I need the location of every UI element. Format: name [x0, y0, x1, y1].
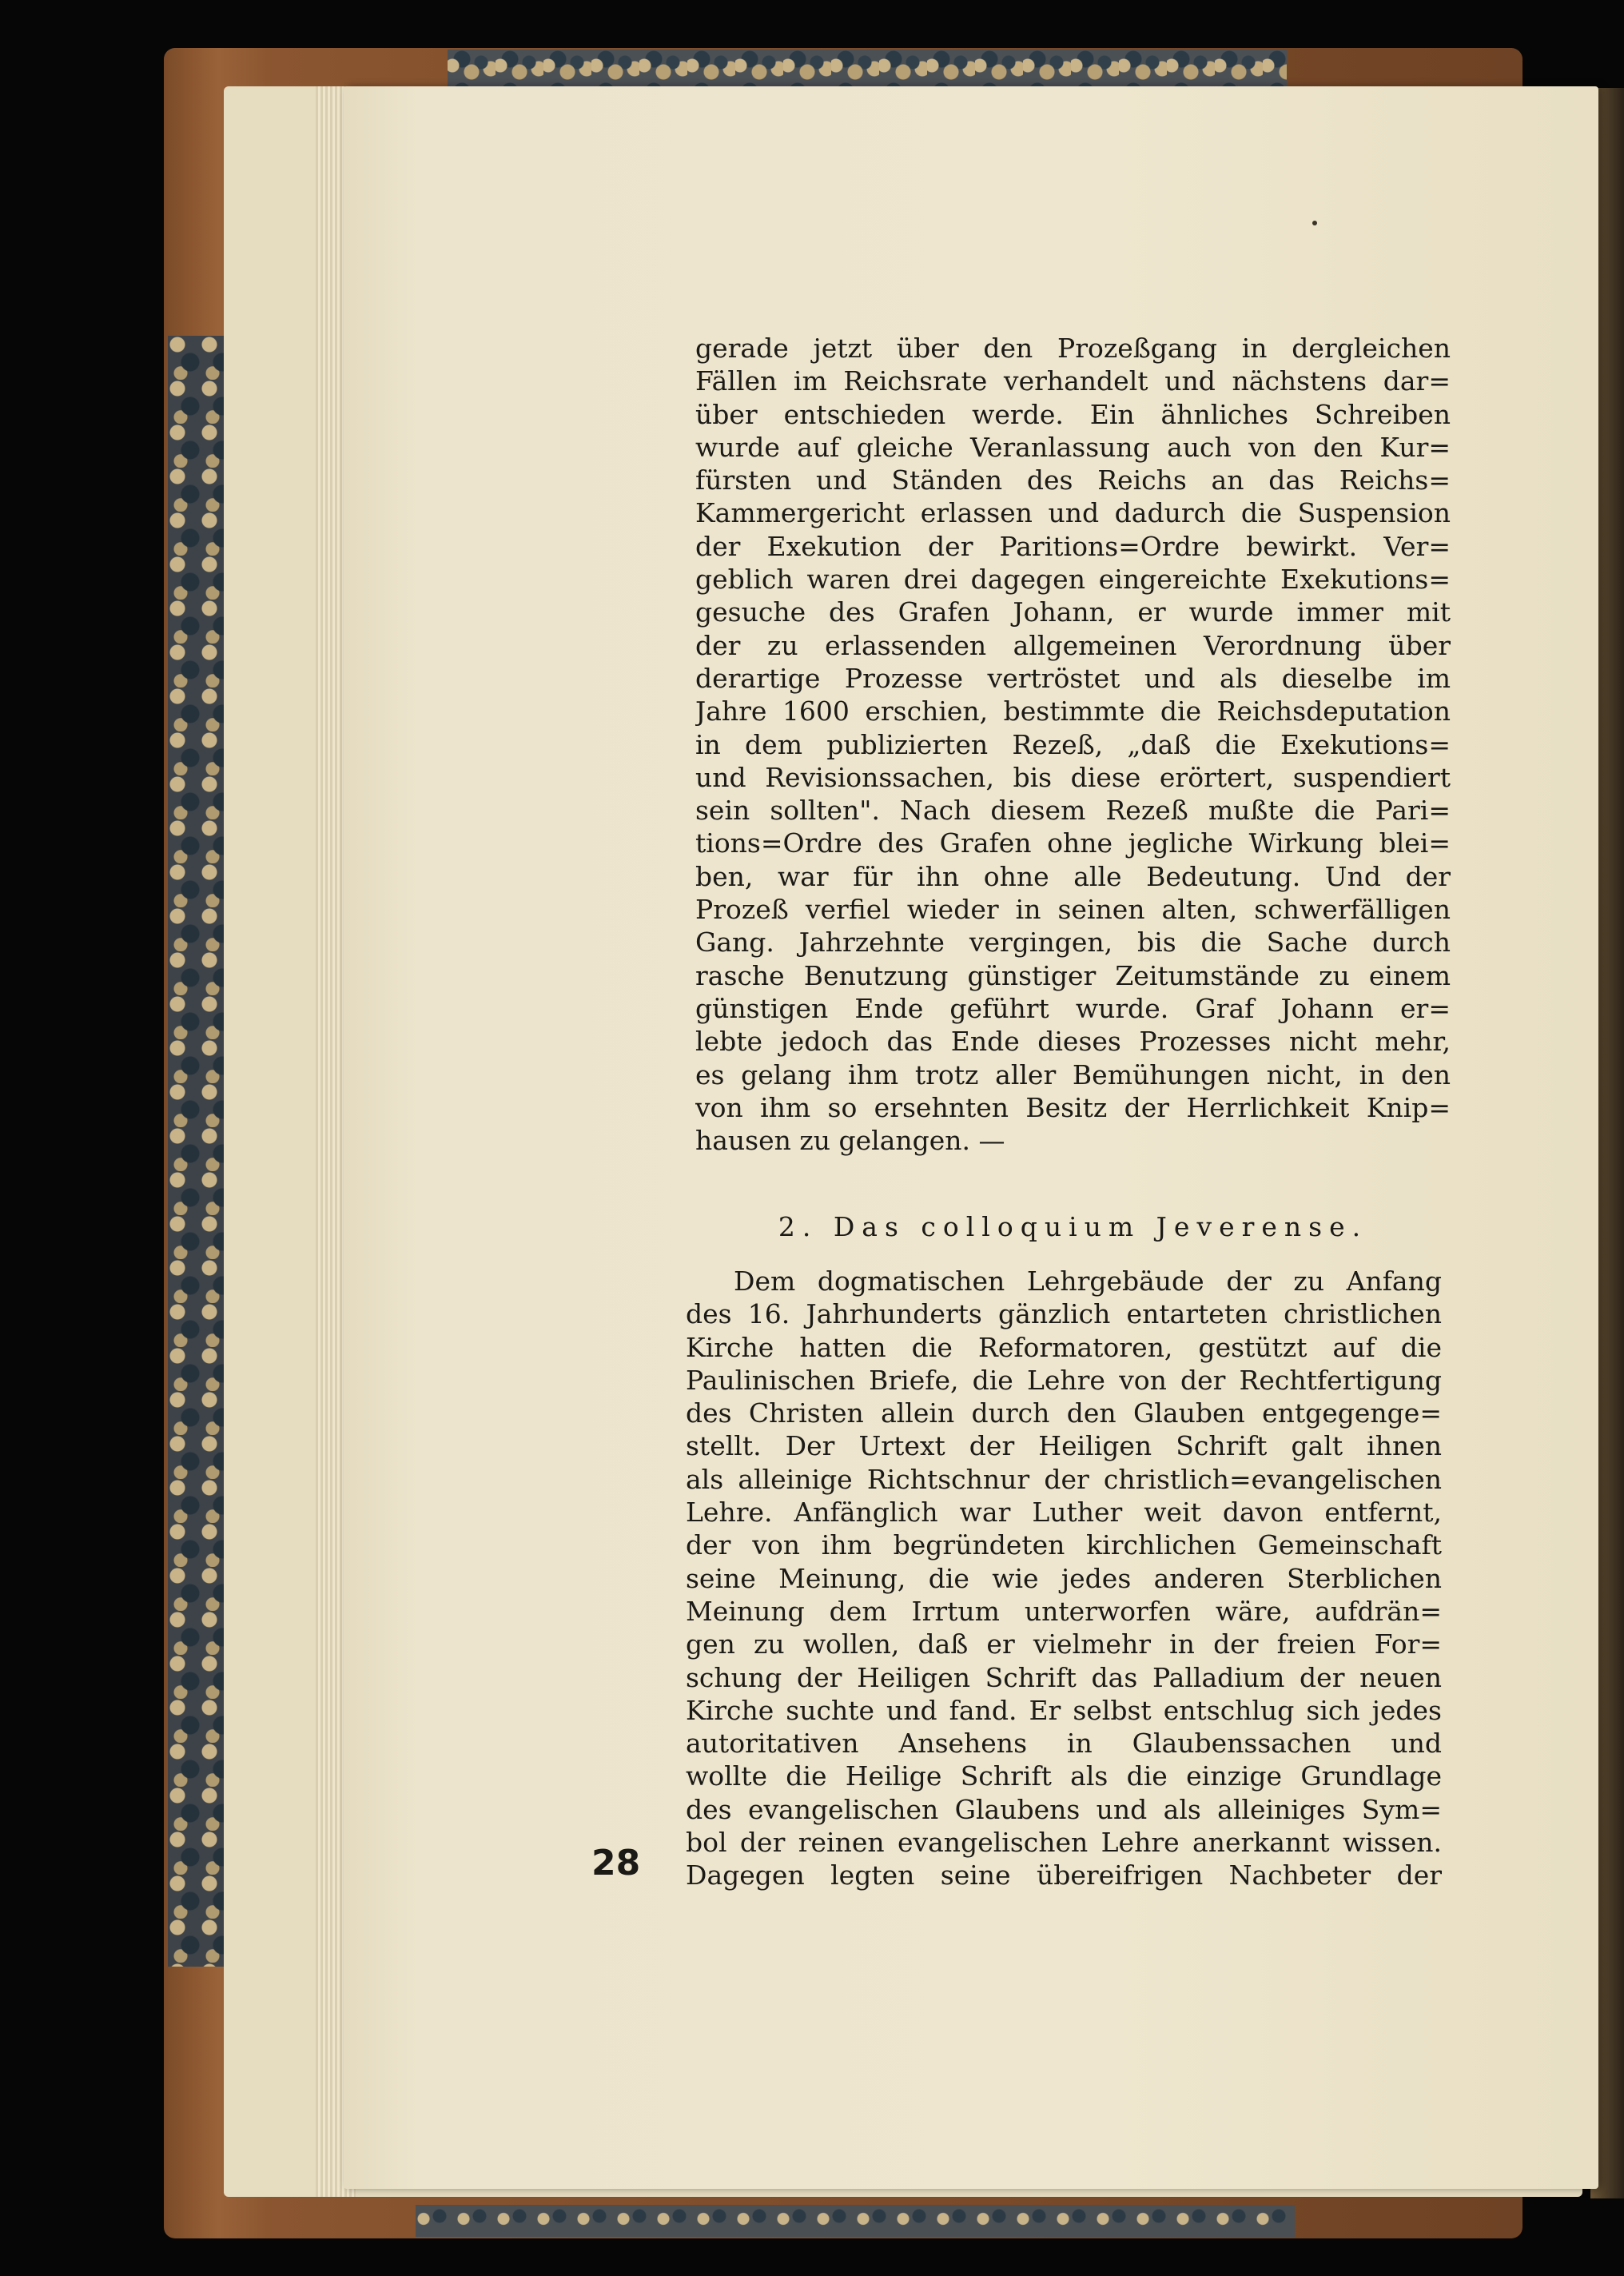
text-line: fürsten und Ständen des Reichs an das Reichs=	[695, 464, 1451, 496]
text-line: tions=Ordre des Grafen ohne jegliche Wirkung blei=	[695, 827, 1451, 859]
text-line: ben, war für ihn ohne alle Bedeutung. Und der	[695, 860, 1451, 892]
text-line: und Revisionssachen, bis diese erörtert, suspendiert	[695, 761, 1451, 793]
paragraph-1	[695, 332, 1451, 1157]
marbled-edge-left	[168, 336, 224, 1967]
text-line: Meinung dem Irrtum unterworfen wäre, aufdrän=	[686, 1595, 1442, 1627]
text-line: Kirche suchte und fand. Er selbst entschlug sich jedes	[686, 1694, 1442, 1726]
text-line: Kirche hatten die Reformatoren, gestützt auf die	[686, 1331, 1442, 1363]
text-line: lebte jedoch das Ende dieses Prozesses nicht mehr,	[695, 1026, 1451, 1058]
text-line: gerade jetzt über den Prozeßgang in dergleichen	[695, 333, 1451, 364]
page-number: 28	[591, 1843, 641, 1883]
text-line: in dem publizierten Rezeß, „daß die Exekutions=	[695, 728, 1451, 760]
text-line: der Exekution der Paritions=Ordre bewirkt. Ver=	[695, 530, 1451, 562]
text-line: wurde auf gleiche Veranlassung auch von den Kur=	[695, 431, 1451, 463]
text-line: Dem dogmatischen Lehrgebäude der zu Anfang	[734, 1266, 1442, 1297]
marbled-edge-bottom	[416, 2205, 1295, 2237]
text-line: als alleinige Richtschnur der christlich=evangelischen	[686, 1463, 1442, 1495]
text-line: des Christen allein durch den Glauben entgegenge=	[686, 1397, 1442, 1429]
text-line: rasche Benutzung günstiger Zeitumstände zu einem	[695, 959, 1451, 991]
text-line: hausen zu gelangen. —	[695, 1125, 1005, 1157]
text-line: Prozeß verfiel wieder in seinen alten, schwerfälligen	[695, 894, 1451, 926]
text-line: seine Meinung, die wie jedes anderen Sterblichen	[686, 1562, 1442, 1594]
text-line: von ihm so ersehnten Besitz der Herrlichkeit Knip=	[695, 1091, 1451, 1123]
text-line: geblich waren drei dagegen eingereichte Exekutions=	[695, 564, 1451, 596]
text-line: sein sollten". Nach diesem Rezeß mußte die Pari=	[695, 795, 1451, 827]
text-line: Jahre 1600 erschien, bestimmte die Reichsdeputation	[695, 696, 1451, 727]
text-line: Kammergericht erlassen und dadurch die Suspension	[695, 497, 1451, 529]
text-line: des 16. Jahrhunderts gänzlich entarteten christlichen	[686, 1298, 1442, 1330]
text-line: des evangelischen Glaubens und als alleiniges Sym=	[686, 1793, 1442, 1825]
text-line: der von ihm begründeten kirchlichen Gemeinschaft	[686, 1529, 1442, 1561]
text-line: Lehre. Anfänglich war Luther weit davon entfernt,	[686, 1497, 1442, 1529]
text-line: gesuche des Grafen Johann, er wurde immer mit	[695, 596, 1451, 628]
text-line: gen zu wollen, daß er vielmehr in der freien For=	[686, 1628, 1442, 1660]
text-line: über entschieden werde. Ein ähnliches Schreiben	[695, 398, 1451, 430]
text-line: derartige Prozesse vertröstet und als dieselbe im	[695, 662, 1451, 694]
text-line: Fällen im Reichsrate verhandelt und nächstens dar=	[695, 365, 1451, 397]
text-line: autoritativen Ansehens in Glaubenssachen und	[686, 1728, 1442, 1760]
section-heading: 2. Das colloquium Jeverense.	[778, 1211, 1368, 1242]
text-line: Gang. Jahrzehnte vergingen, bis die Sache durch	[695, 927, 1451, 959]
text-line: Dagegen legten seine übereifrigen Nachbeter der	[686, 1859, 1442, 1891]
text-line: der zu erlassenden allgemeinen Verordnung über	[695, 629, 1451, 661]
text-line: bol der reinen evangelischen Lehre anerkannt wissen.	[686, 1827, 1442, 1859]
paragraph-2	[686, 1265, 1442, 1892]
text-line: wollte die Heilige Schrift als die einzige Grundlage	[686, 1760, 1442, 1792]
text-line: günstigen Ende geführt wurde. Graf Johann er=	[695, 992, 1451, 1024]
paper-speck	[1312, 221, 1317, 225]
text-line: es gelang ihm trotz aller Bemühungen nicht, in den	[695, 1058, 1451, 1090]
text-line: schung der Heiligen Schrift das Palladium der neuen	[686, 1661, 1442, 1693]
text-line: stellt. Der Urtext der Heiligen Schrift galt ihnen	[686, 1430, 1442, 1462]
text-line: Paulinischen Briefe, die Lehre von der Rechtfertigung	[686, 1364, 1442, 1396]
